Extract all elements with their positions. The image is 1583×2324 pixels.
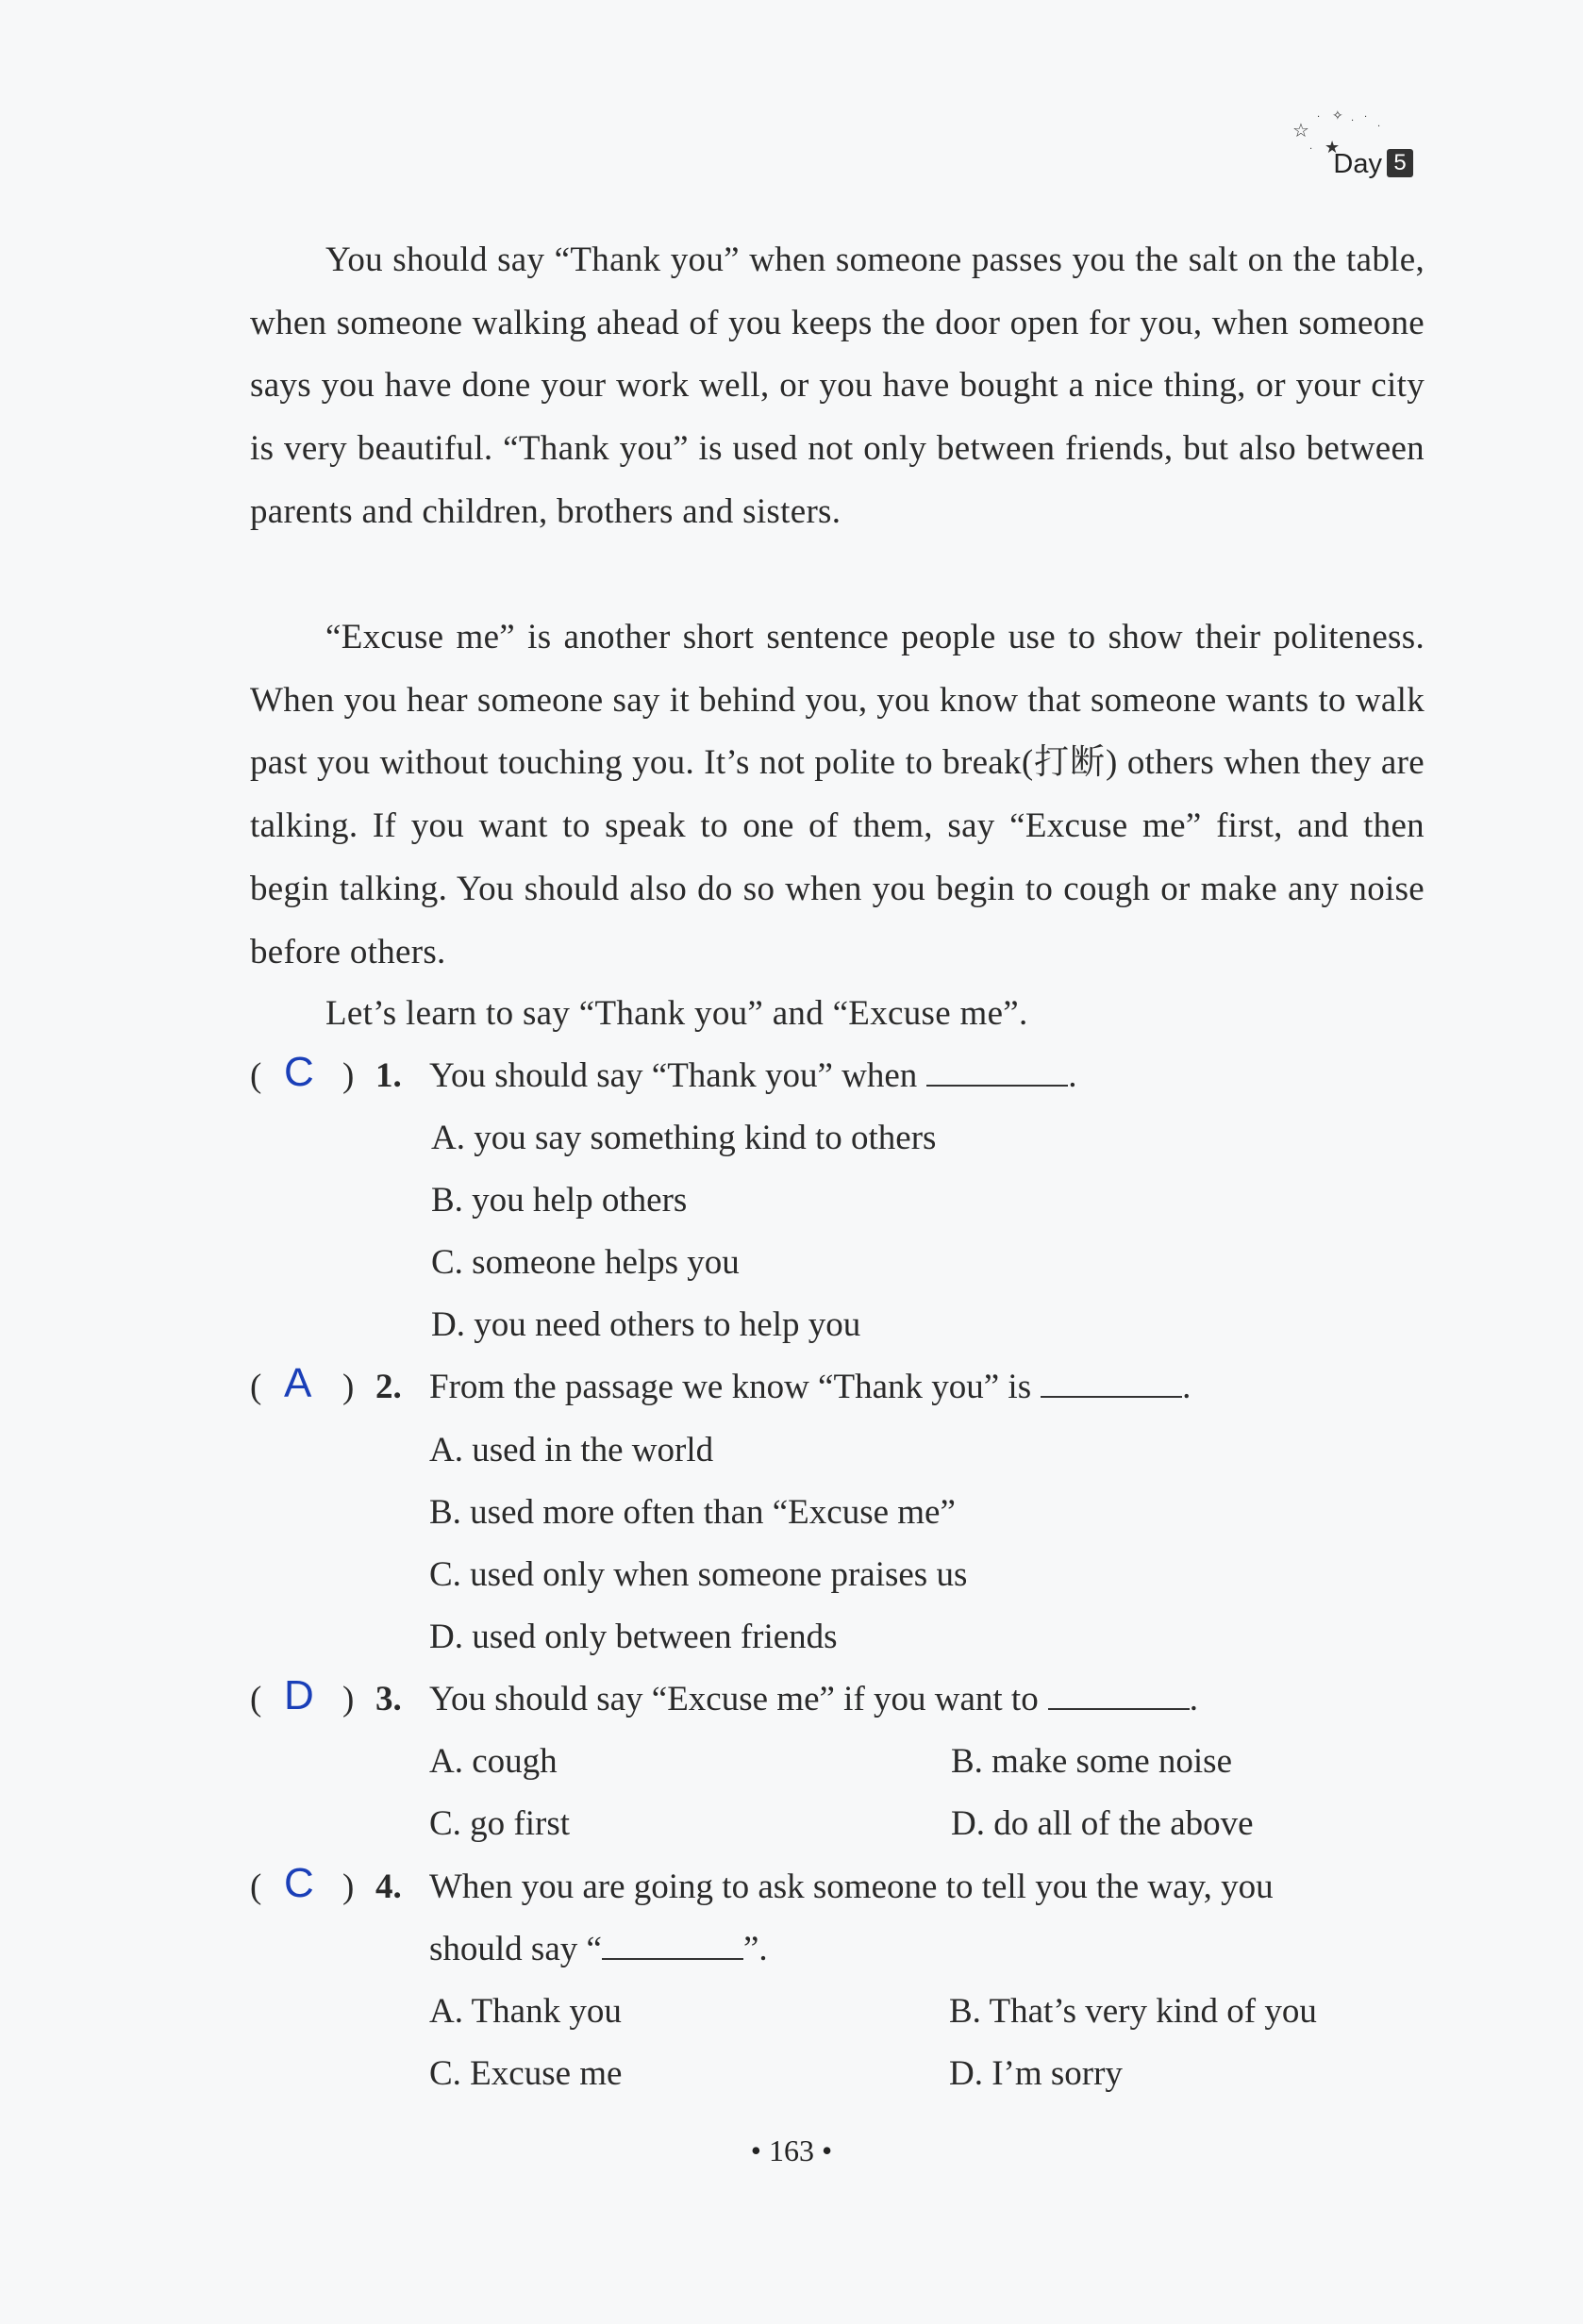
stem-text: should say “ bbox=[429, 1930, 602, 1968]
stem-end: . bbox=[1068, 1056, 1077, 1095]
passage-paragraph-1: You should say “Thank you” when someone passes you the salt on the table, when someone walking ahead of you keeps the door open for you, when someone says you have done your work well, or you have bought a nice thing, or your city is very beautiful. “Thank you” is used not only between friends, but also between parents and children, brothers and sisters. bbox=[250, 241, 1425, 531]
stem-end: . bbox=[1189, 1680, 1198, 1718]
option-d: D. do all of the above bbox=[951, 1804, 1254, 1843]
paren-open: ( bbox=[250, 1680, 262, 1718]
paren-close: ) bbox=[342, 1868, 355, 1906]
option-b: B. you help others bbox=[431, 1181, 688, 1220]
paren-close: ) bbox=[342, 1680, 355, 1718]
stars-decoration-icon: ☆ · ✧ · · · ★ · bbox=[1292, 108, 1381, 158]
paren-open: ( bbox=[250, 1056, 262, 1095]
question-stem bbox=[429, 1045, 1077, 1107]
option-a: A. used in the world bbox=[429, 1431, 714, 1469]
question-stem bbox=[429, 1356, 1191, 1419]
answer-blank bbox=[926, 1056, 1068, 1087]
stem-text: You should say “Excuse me” if you want to bbox=[429, 1680, 1039, 1718]
question-1 bbox=[250, 1045, 1425, 1107]
paren-close: ) bbox=[342, 1056, 355, 1095]
option-a: A. you say something kind to others bbox=[431, 1119, 937, 1157]
option-d: D. I’m sorry bbox=[949, 2054, 1123, 2093]
question-number: 4. bbox=[375, 1868, 402, 1906]
paren-close: ) bbox=[342, 1368, 355, 1406]
option-b: B. used more often than “Excuse me” bbox=[429, 1493, 956, 1532]
question-4 bbox=[250, 1856, 1425, 1918]
answer-blank bbox=[1041, 1368, 1182, 1398]
passage-paragraph-2: “Excuse me” is another short sentence people use to show their politeness. When you hear someone say it behind you, you know that someone wants to walk past you without touching you. It’s not polite to break(打断) others when they are talking. If you want to speak to one of them, say “Excuse me” first, and then begin talking. You should also do so when you begin to cough or make any noise before others. bbox=[250, 618, 1425, 971]
option-b: B. That’s very kind of you bbox=[949, 1992, 1317, 2031]
option-c: C. go first bbox=[429, 1804, 571, 1843]
question-number: 3. bbox=[375, 1680, 402, 1718]
option-b: B. make some noise bbox=[951, 1742, 1233, 1781]
question-2 bbox=[250, 1356, 1425, 1419]
question-4-stem-line2 bbox=[429, 1918, 768, 1981]
day-label: Day bbox=[1333, 149, 1382, 179]
question-number: 2. bbox=[375, 1368, 402, 1406]
stem-text: From the passage we know “Thank you” is bbox=[429, 1368, 1032, 1406]
option-c: C. someone helps you bbox=[431, 1243, 740, 1282]
paren-open: ( bbox=[250, 1368, 262, 1406]
option-d: D. you need others to help you bbox=[431, 1305, 861, 1344]
stem-end: . bbox=[1182, 1368, 1191, 1406]
passage-paragraph-3: Let’s learn to say “Thank you” and “Excuse me”. bbox=[325, 994, 1028, 1033]
question-number: 1. bbox=[375, 1056, 402, 1095]
paren-open: ( bbox=[250, 1868, 262, 1906]
question-3 bbox=[250, 1668, 1425, 1731]
question-stem bbox=[429, 1668, 1198, 1731]
page-number: • 163 • bbox=[750, 2133, 833, 2167]
stem-end: ”. bbox=[742, 1930, 768, 1968]
answer-mark: C bbox=[284, 1049, 314, 1095]
answer-blank bbox=[602, 1930, 743, 1960]
answer-mark: A bbox=[284, 1360, 312, 1406]
option-c: C. used only when someone praises us bbox=[429, 1555, 968, 1594]
option-a: A. cough bbox=[429, 1742, 558, 1781]
answer-mark: D bbox=[284, 1672, 314, 1718]
option-c: C. Excuse me bbox=[429, 2054, 623, 2093]
answer-mark: C bbox=[284, 1860, 314, 1906]
option-a: A. Thank you bbox=[429, 1992, 622, 2031]
answer-blank bbox=[1048, 1680, 1190, 1710]
stem-text: You should say “Thank you” when bbox=[429, 1056, 918, 1095]
option-d: D. used only between friends bbox=[429, 1618, 838, 1656]
day-number-badge: 5 bbox=[1387, 149, 1413, 177]
question-stem: When you are going to ask someone to tell you the way, you bbox=[429, 1868, 1274, 1906]
